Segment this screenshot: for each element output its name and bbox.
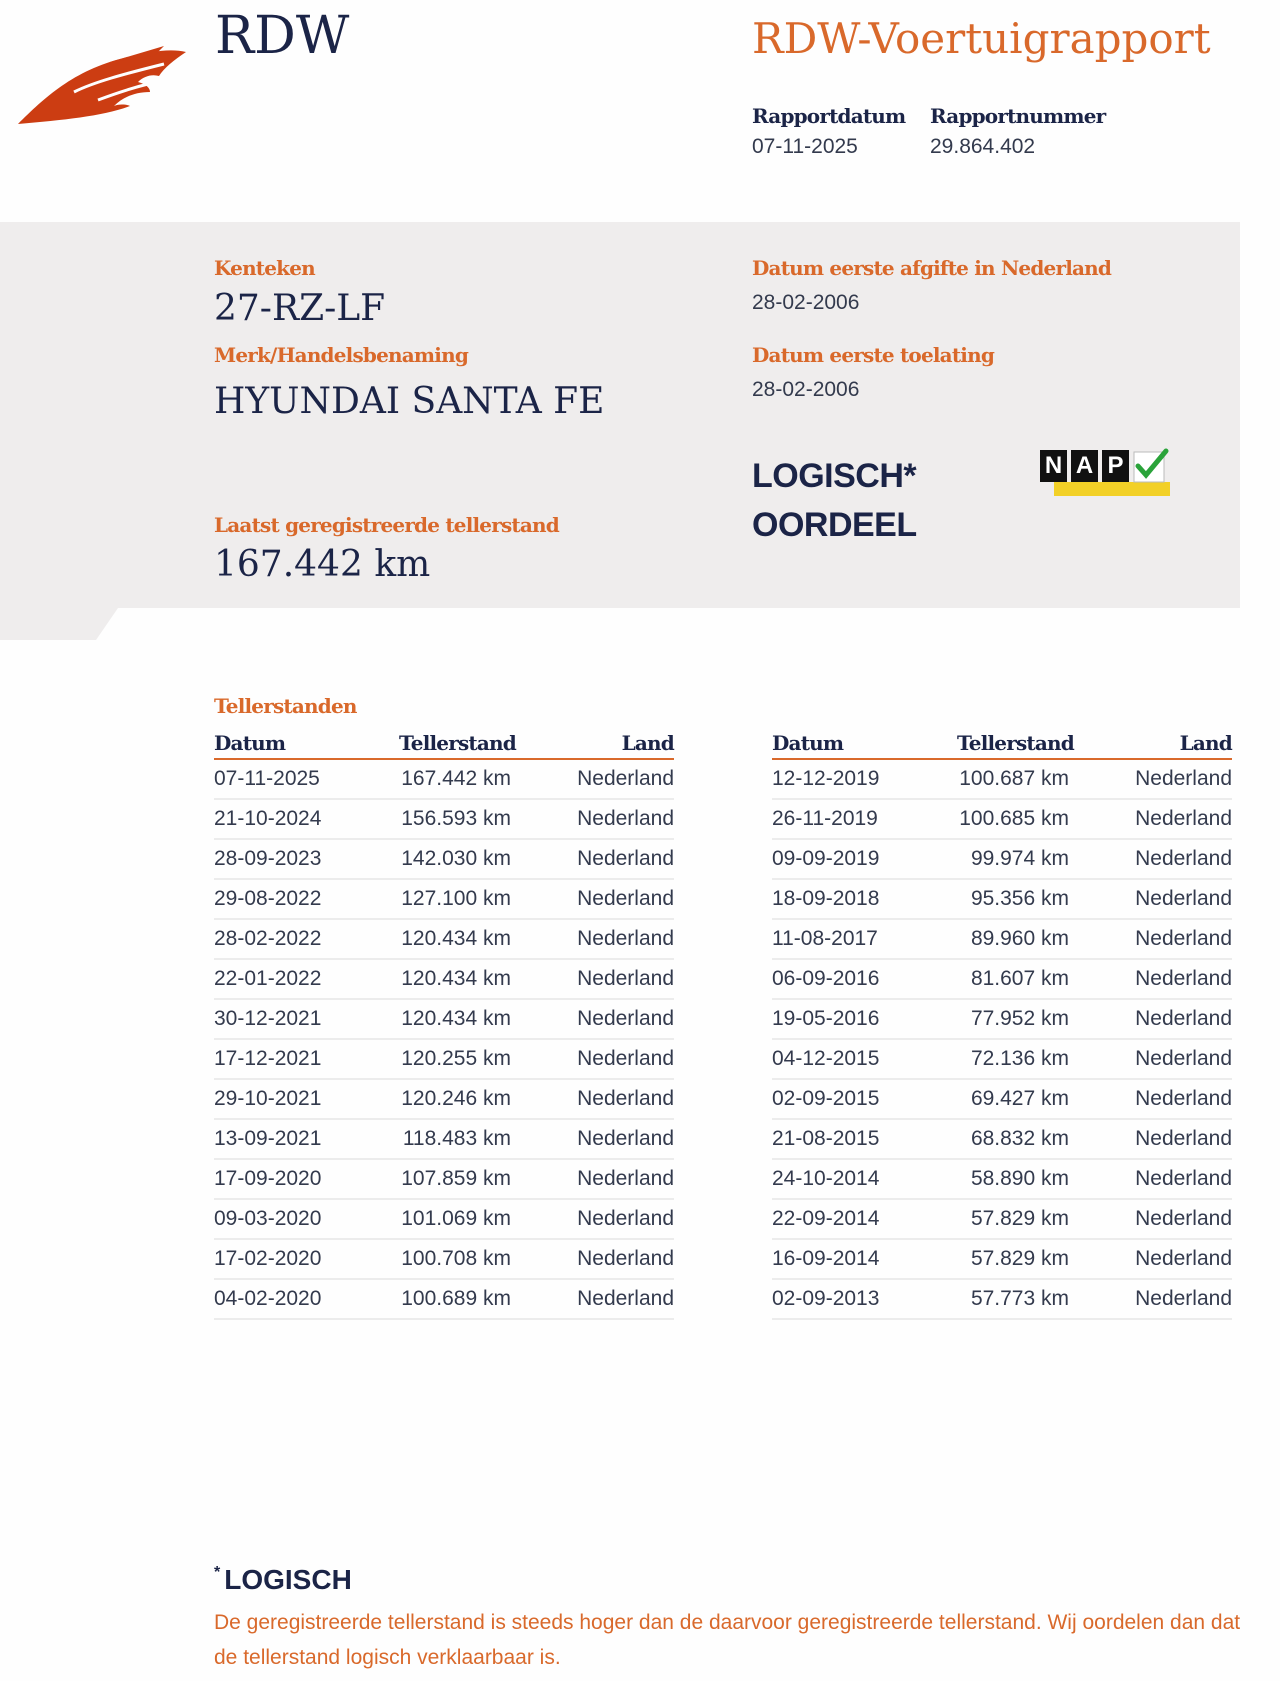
row-odometer: 167.442 km xyxy=(401,767,511,790)
row-odometer: 127.100 km xyxy=(401,887,511,910)
table-row xyxy=(772,1000,1232,1040)
table-row xyxy=(214,1200,674,1240)
row-date: 22-01-2022 xyxy=(214,967,322,990)
row-odometer: 120.246 km xyxy=(401,1087,511,1110)
row-odometer: 100.687 km xyxy=(959,767,1069,790)
row-date: 02-09-2013 xyxy=(772,1287,880,1310)
report-date-label: Rapportdatum xyxy=(752,104,906,128)
nap-letter-a: A xyxy=(1071,450,1098,482)
row-date: 02-09-2015 xyxy=(772,1087,880,1110)
first-issue-date: 28-02-2006 xyxy=(752,291,860,314)
row-odometer: 81.607 km xyxy=(970,967,1069,990)
row-country: Nederland xyxy=(1135,967,1232,990)
row-odometer: 95.356 km xyxy=(970,887,1069,910)
table-row xyxy=(214,840,674,880)
table-row xyxy=(214,960,674,1000)
table-row xyxy=(772,1120,1232,1160)
row-date: 17-12-2021 xyxy=(214,1047,322,1070)
row-country: Nederland xyxy=(1135,1207,1232,1230)
row-date: 29-10-2021 xyxy=(214,1087,322,1110)
table-row xyxy=(214,1120,674,1160)
table-row xyxy=(772,1200,1232,1240)
rdw-logo xyxy=(14,38,189,128)
license-plate: 27-RZ-LF xyxy=(214,288,386,329)
report-title: RDW-Voertuigrapport xyxy=(752,14,1211,63)
nap-badge xyxy=(1040,450,1170,502)
row-odometer: 57.773 km xyxy=(970,1287,1069,1310)
row-odometer: 120.434 km xyxy=(401,1007,511,1030)
row-date: 06-09-2016 xyxy=(772,967,880,990)
table-row xyxy=(772,760,1232,800)
checkmark-icon xyxy=(1132,448,1170,484)
nap-underline xyxy=(1054,482,1170,496)
table-row xyxy=(772,1160,1232,1200)
row-date: 28-09-2023 xyxy=(214,847,322,870)
table-row xyxy=(772,1040,1232,1080)
row-country: Nederland xyxy=(577,847,674,870)
first-admission-date: 28-02-2006 xyxy=(752,378,860,401)
row-date: 13-09-2021 xyxy=(214,1127,322,1150)
row-date: 21-10-2024 xyxy=(214,807,322,830)
row-odometer: 107.859 km xyxy=(401,1167,511,1190)
column-header-date: Datum xyxy=(214,731,286,755)
row-date: 09-09-2019 xyxy=(772,847,880,870)
footnote-title xyxy=(214,1564,352,1596)
row-country: Nederland xyxy=(577,1007,674,1030)
row-odometer: 100.689 km xyxy=(401,1287,511,1310)
row-country: Nederland xyxy=(1135,1127,1232,1150)
brand-name: RDW xyxy=(215,6,350,66)
row-country: Nederland xyxy=(577,1287,674,1310)
row-odometer: 89.960 km xyxy=(970,927,1069,950)
row-date: 18-09-2018 xyxy=(772,887,880,910)
row-country: Nederland xyxy=(577,1127,674,1150)
last-odometer-value: 167.442 km xyxy=(214,544,431,585)
row-country: Nederland xyxy=(577,1207,674,1230)
row-country: Nederland xyxy=(1135,767,1232,790)
row-country: Nederland xyxy=(577,1247,674,1270)
row-country: Nederland xyxy=(1135,1007,1232,1030)
row-odometer: 100.708 km xyxy=(401,1247,511,1270)
row-country: Nederland xyxy=(577,967,674,990)
table-row xyxy=(772,880,1232,920)
column-header-date: Datum xyxy=(772,731,844,755)
nap-letter-p: P xyxy=(1102,450,1129,482)
table-header xyxy=(214,726,674,760)
row-date: 29-08-2022 xyxy=(214,887,322,910)
table-row xyxy=(214,1240,674,1280)
row-country: Nederland xyxy=(1135,927,1232,950)
row-odometer: 100.685 km xyxy=(959,807,1069,830)
row-country: Nederland xyxy=(577,927,674,950)
row-date: 28-02-2022 xyxy=(214,927,322,950)
row-date: 30-12-2021 xyxy=(214,1007,322,1030)
table-row xyxy=(214,1080,674,1120)
row-odometer: 57.829 km xyxy=(970,1247,1069,1270)
row-date: 04-12-2015 xyxy=(772,1047,880,1070)
row-odometer: 58.890 km xyxy=(970,1167,1069,1190)
verdict-line1: LOGISCH* xyxy=(752,457,917,495)
report-number-label: Rapportnummer xyxy=(930,104,1106,128)
odometer-table-right xyxy=(772,726,1232,1320)
make-label: Merk/Handelsbenaming xyxy=(214,343,469,367)
report-number: 29.864.402 xyxy=(930,135,1036,158)
table-row xyxy=(214,1000,674,1040)
row-country: Nederland xyxy=(577,887,674,910)
table-row xyxy=(214,760,674,800)
table-row xyxy=(214,1160,674,1200)
row-date: 21-08-2015 xyxy=(772,1127,880,1150)
table-row xyxy=(772,960,1232,1000)
row-date: 16-09-2014 xyxy=(772,1247,880,1270)
row-country: Nederland xyxy=(1135,807,1232,830)
column-header-odometer: Tellerstand xyxy=(957,731,1074,755)
row-country: Nederland xyxy=(577,807,674,830)
footnote-text: De geregistreerde tellerstand is steeds hoger dan de daarvoor geregistreerde tellerstand. Wij oordelen dan dat de tellerstand logisch verklaarbaar is. xyxy=(214,1611,1241,1669)
row-country: Nederland xyxy=(577,1087,674,1110)
row-country: Nederland xyxy=(1135,1087,1232,1110)
row-date: 17-02-2020 xyxy=(214,1247,322,1270)
row-date: 26-11-2019 xyxy=(772,807,878,830)
vehicle-make: HYUNDAI SANTA FE xyxy=(214,381,605,422)
table-row xyxy=(772,800,1232,840)
last-odometer-label: Laatst geregistreerde tellerstand xyxy=(214,513,559,537)
first-admission-label: Datum eerste toelating xyxy=(752,343,994,367)
row-odometer: 77.952 km xyxy=(970,1007,1069,1030)
plate-label: Kenteken xyxy=(214,256,315,280)
row-date: 04-02-2020 xyxy=(214,1287,322,1310)
row-date: 12-12-2019 xyxy=(772,767,880,790)
row-odometer: 142.030 km xyxy=(401,847,511,870)
row-country: Nederland xyxy=(577,1047,674,1070)
table-row xyxy=(772,920,1232,960)
table-row xyxy=(214,920,674,960)
table-row xyxy=(214,880,674,920)
row-country: Nederland xyxy=(1135,1047,1232,1070)
row-odometer: 68.832 km xyxy=(970,1127,1069,1150)
row-odometer: 69.427 km xyxy=(970,1087,1069,1110)
table-row xyxy=(214,800,674,840)
row-odometer: 99.974 km xyxy=(970,847,1069,870)
row-country: Nederland xyxy=(577,1167,674,1190)
table-row xyxy=(772,1240,1232,1280)
column-header-country: Land xyxy=(1179,731,1232,755)
report-date: 07-11-2025 xyxy=(752,135,858,158)
row-country: Nederland xyxy=(1135,887,1232,910)
nap-letter-n: N xyxy=(1040,450,1067,482)
table-header xyxy=(772,726,1232,760)
vehicle-panel-background xyxy=(0,222,1240,640)
row-date: 24-10-2014 xyxy=(772,1167,880,1190)
table-row xyxy=(772,840,1232,880)
row-date: 17-09-2020 xyxy=(214,1167,322,1190)
row-odometer: 120.255 km xyxy=(401,1047,511,1070)
footnote-heading: LOGISCH xyxy=(224,1564,352,1595)
row-odometer: 156.593 km xyxy=(401,807,511,830)
row-date: 22-09-2014 xyxy=(772,1207,880,1230)
verdict-line2: OORDEEL xyxy=(752,506,917,544)
row-country: Nederland xyxy=(1135,1287,1232,1310)
row-odometer: 57.829 km xyxy=(970,1207,1069,1230)
row-country: Nederland xyxy=(1135,1247,1232,1270)
row-odometer: 120.434 km xyxy=(401,927,511,950)
row-date: 11-08-2017 xyxy=(772,927,878,950)
row-odometer: 120.434 km xyxy=(401,967,511,990)
row-country: Nederland xyxy=(1135,847,1232,870)
column-header-odometer: Tellerstand xyxy=(399,731,516,755)
row-country: Nederland xyxy=(1135,1167,1232,1190)
table-row xyxy=(214,1280,674,1320)
odometer-section-title: Tellerstanden xyxy=(214,694,357,718)
footnote-star: * xyxy=(214,1564,221,1581)
row-date: 07-11-2025 xyxy=(214,767,320,790)
row-odometer: 72.136 km xyxy=(970,1047,1069,1070)
table-row xyxy=(214,1040,674,1080)
row-country: Nederland xyxy=(577,767,674,790)
row-date: 09-03-2020 xyxy=(214,1207,322,1230)
row-odometer: 101.069 km xyxy=(401,1207,511,1230)
odometer-table-left xyxy=(214,726,674,1320)
row-odometer: 118.483 km xyxy=(402,1127,511,1150)
row-date: 19-05-2016 xyxy=(772,1007,880,1030)
table-row xyxy=(772,1280,1232,1320)
column-header-country: Land xyxy=(621,731,674,755)
first-issue-label: Datum eerste afgifte in Nederland xyxy=(752,256,1112,280)
table-row xyxy=(772,1080,1232,1120)
